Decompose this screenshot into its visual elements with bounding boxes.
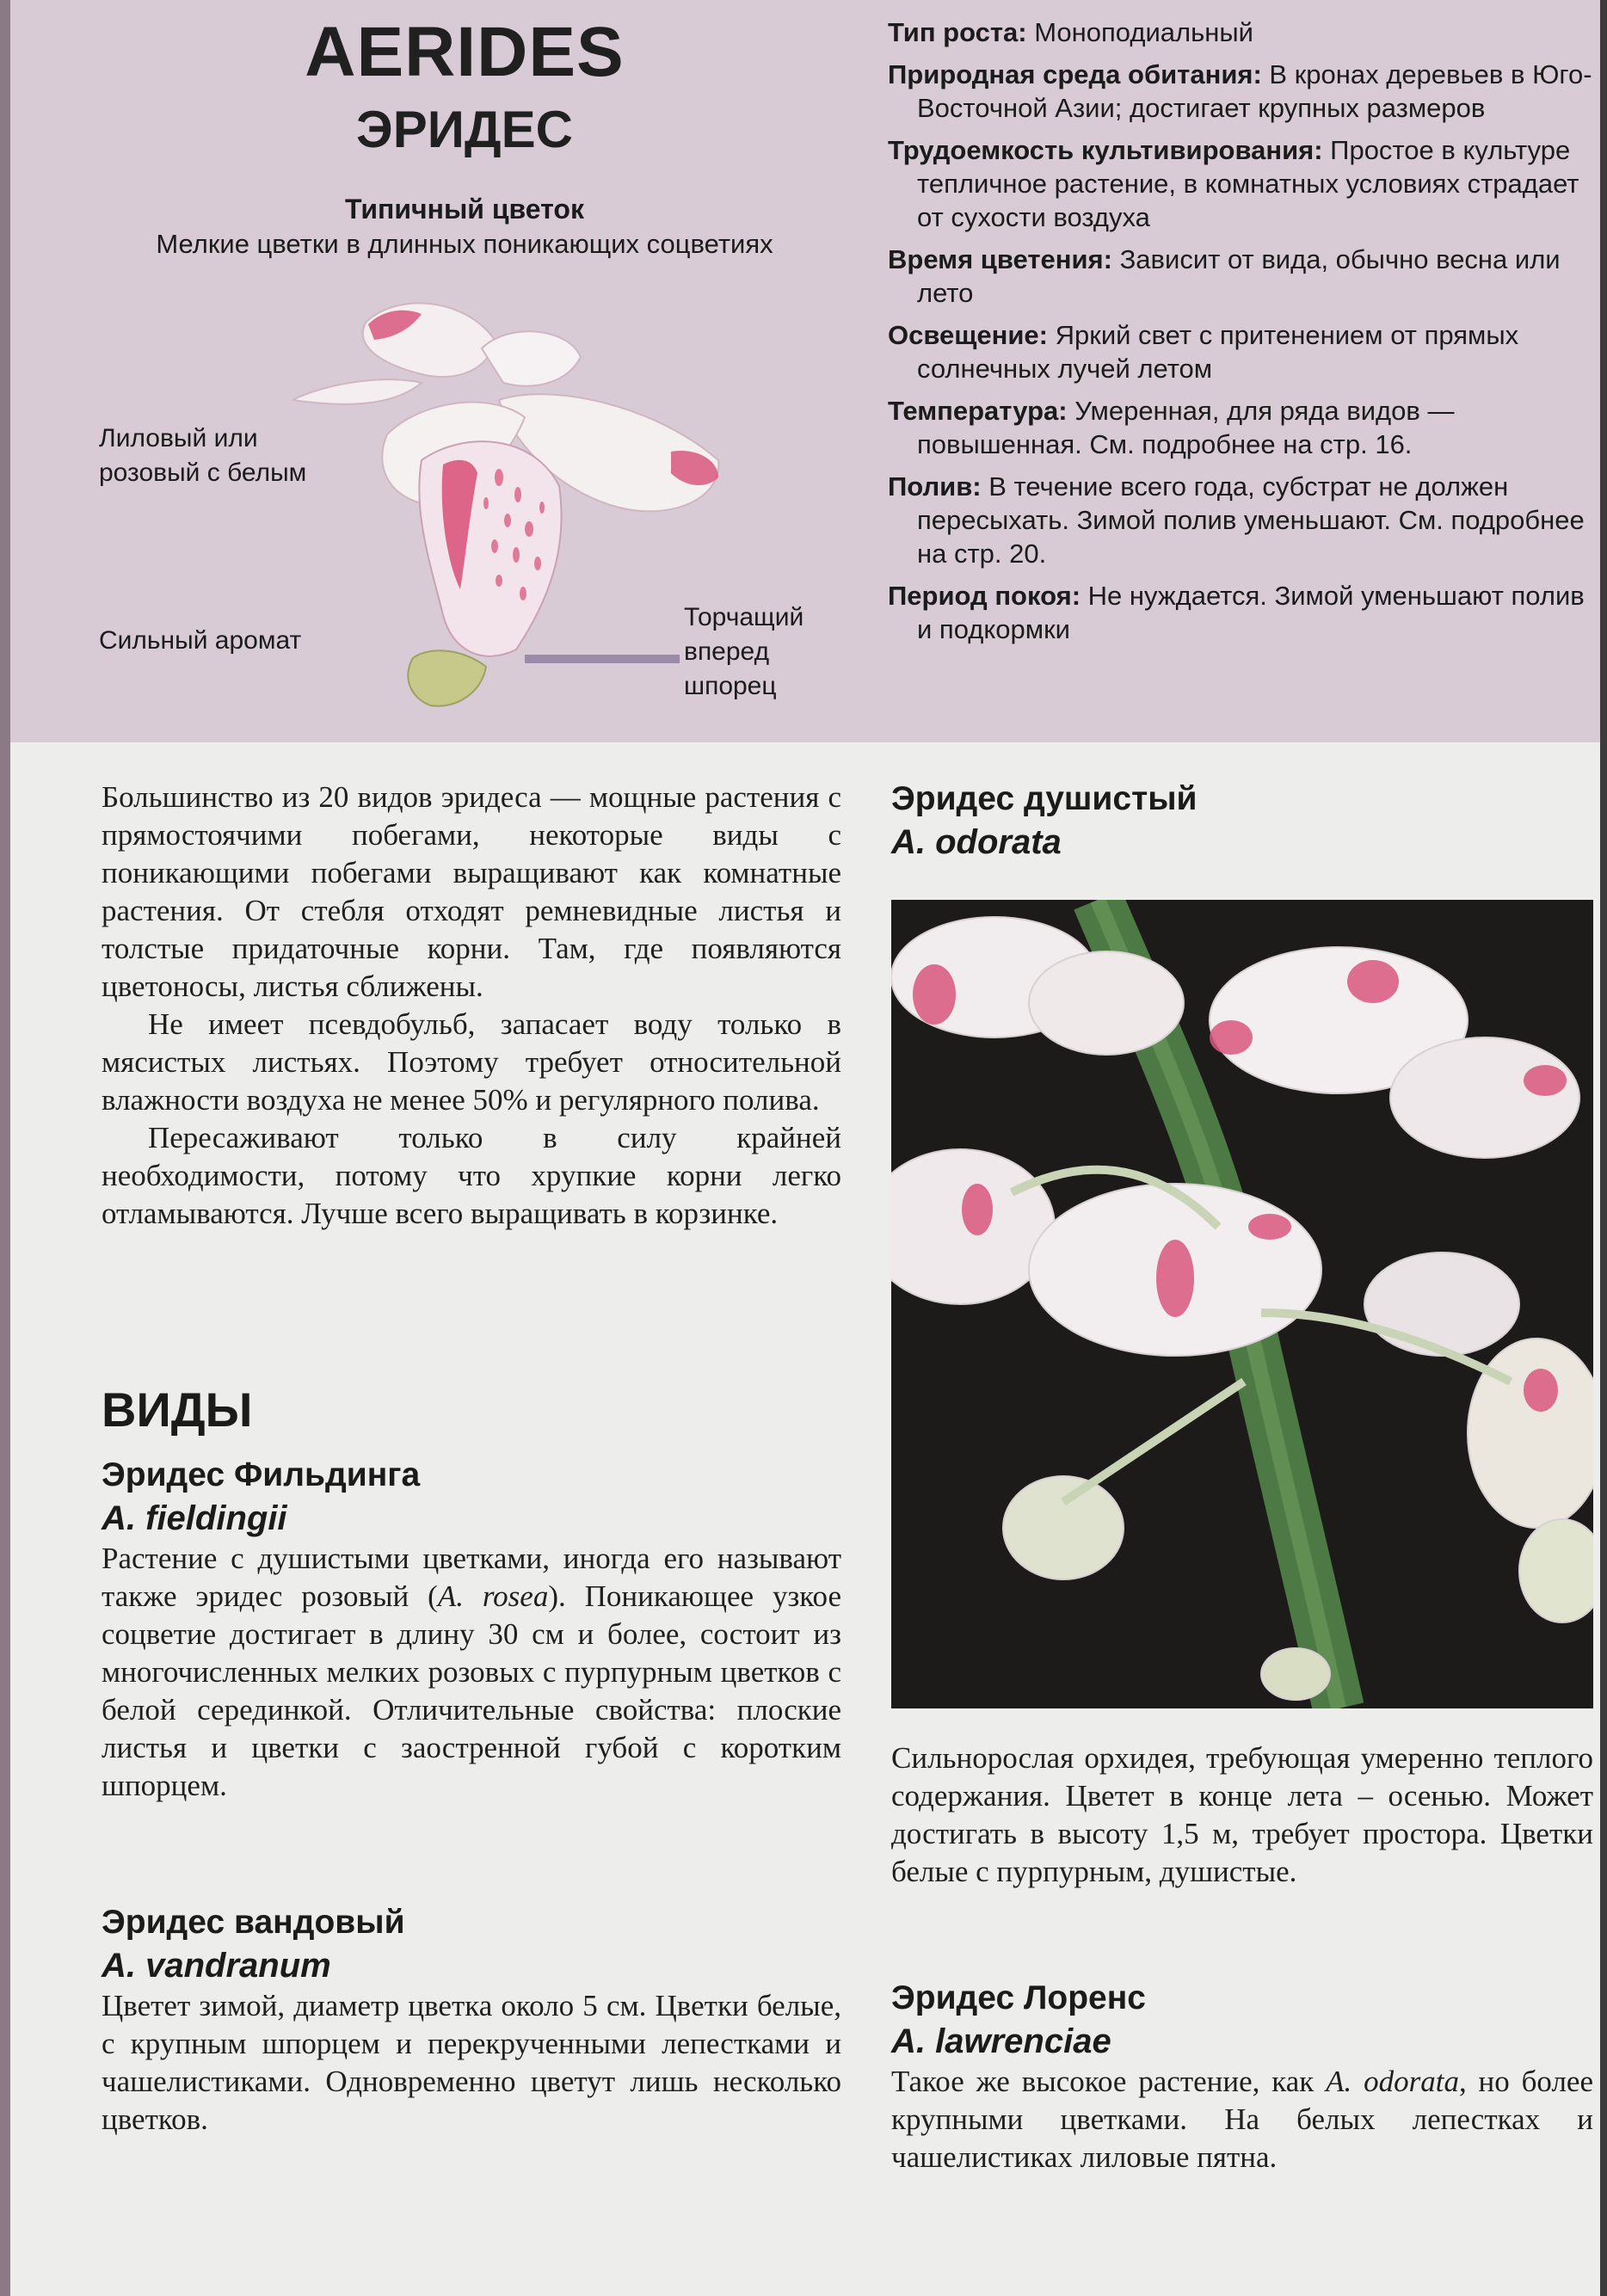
label-scent: Сильный аромат xyxy=(99,626,302,655)
species-latin-name: A. vandranum xyxy=(102,1947,331,1985)
species-latin-name: A. fieldingii xyxy=(102,1499,287,1537)
species-name: Эридес Лоренс xyxy=(891,1979,1146,2016)
fact-watering: Полив: В течение всего года, субстрат не должен пересыхать. Зимой полив уменьшают. См. подробнее на стр. 20. xyxy=(888,471,1585,569)
species-name: Эридес душистый xyxy=(891,780,1198,817)
genus-title-russian: ЭРИДЕС xyxy=(356,101,573,158)
flower-illustration xyxy=(292,288,740,727)
species-latin-name: A. lawrenciae xyxy=(891,2022,1111,2060)
typical-flower-heading: Типичный цветок xyxy=(345,194,584,225)
fact-growth-type: Тип роста: Моноподиальный xyxy=(888,17,1253,47)
species-description: Сильнорослая орхидея, требующая умеренно теплого содержания. Цветет в конце лета – осенью. Может достигать в высоту 1,5 м, требует простора. Цветки белые с пурпурным, душистые. xyxy=(891,1741,1593,1888)
intro-paragraph: Пересаживают только в силу крайней необходимости, потому что хрупкие корни легко отламываются. Лучше всего выращивать в корзинке. xyxy=(102,1121,841,1230)
fact-flowering-time: Время цветения: Зависит от вида, обычно весна или лето xyxy=(888,244,1561,308)
species-vandranum xyxy=(102,1901,841,2139)
species-name: Эридес Фильдинга xyxy=(102,1456,421,1493)
fact-rest-period: Период покоя: Не нуждается. Зимой уменьшают полив и подкормки xyxy=(888,581,1585,644)
species-description: Растение с душистыми цветками, иногда его называют также эридес розовый (A. rosea). Поникающее узкое соцветие достигает в длину 30 см и более, состоит из многочисленных мелких розовых с пурпурным цветков с белой серединкой. Отличительные свойства: плоские листья и цветки с заостренной губой с коротким шпорцем. xyxy=(102,1542,842,1802)
species-latin-name: A. odorata xyxy=(891,823,1062,861)
intro-paragraph: Не имеет псевдобульб, запасает воду только в мясистых листьях. Поэтому требует относительной влажности воздуха не менее 50% и регулярного полива. xyxy=(102,1007,841,1117)
fact-difficulty: Трудоемкость культивирования: Простое в культуре тепличное растение, в комнатных условиях страдает от сухости воздуха xyxy=(888,135,1579,232)
species-fieldingii xyxy=(102,1454,841,1805)
label-flower-color: Лиловый или розовый с белым xyxy=(99,424,307,487)
genus-title-latin: AERIDES xyxy=(305,13,625,91)
intro-paragraph: Большинство из 20 видов эридеса — мощные растения с прямостоячими побегами, некоторые виды с поникающими побегами выращивают как комнатные растения. От стебля отходят ремневидные листья и толстые придаточные корни. Там, где появляются цветоносы, листья сближены. xyxy=(102,780,841,1003)
fact-temperature: Температура: Умеренная, для ряда видов — повышенная. См. подробнее на стр. 16. xyxy=(888,396,1455,459)
care-facts-list xyxy=(888,15,1593,655)
species-description: Такое же высокое растение, как A. odorata, но более крупными цветками. На белых лепестках и чашелистиках лиловые пятна. xyxy=(891,2065,1593,2174)
fact-light: Освещение: Яркий свет с притенением от прямых солнечных лучей летом xyxy=(888,320,1519,384)
species-odorata-caption xyxy=(891,1739,1593,1891)
fact-habitat: Природная среда обитания: В кронах деревьев в Юго-Восточной Азии; достигает крупных размеров xyxy=(888,59,1592,123)
typical-flower-description: Мелкие цветки в длинных поникающих соцветиях xyxy=(156,229,773,259)
species-lawrenciae xyxy=(891,1977,1593,2176)
label-spur: Торчащий вперед шпорец xyxy=(684,603,804,700)
page-right-edge xyxy=(1600,0,1607,2296)
orchid-photo xyxy=(891,900,1593,1708)
species-name: Эридес вандовый xyxy=(102,1904,405,1941)
intro-text xyxy=(102,779,841,1233)
page-left-edge xyxy=(0,0,10,2296)
species-section-title: ВИДЫ xyxy=(102,1382,253,1437)
species-odorata-heading xyxy=(891,778,1579,864)
species-description: Цветет зимой, диаметр цветка около 5 см. Цветки белые, с крупным шпорцем и перекрученными лепестками и чашелистиками. Одновременно цветут лишь несколько цветков. xyxy=(102,1989,841,2136)
